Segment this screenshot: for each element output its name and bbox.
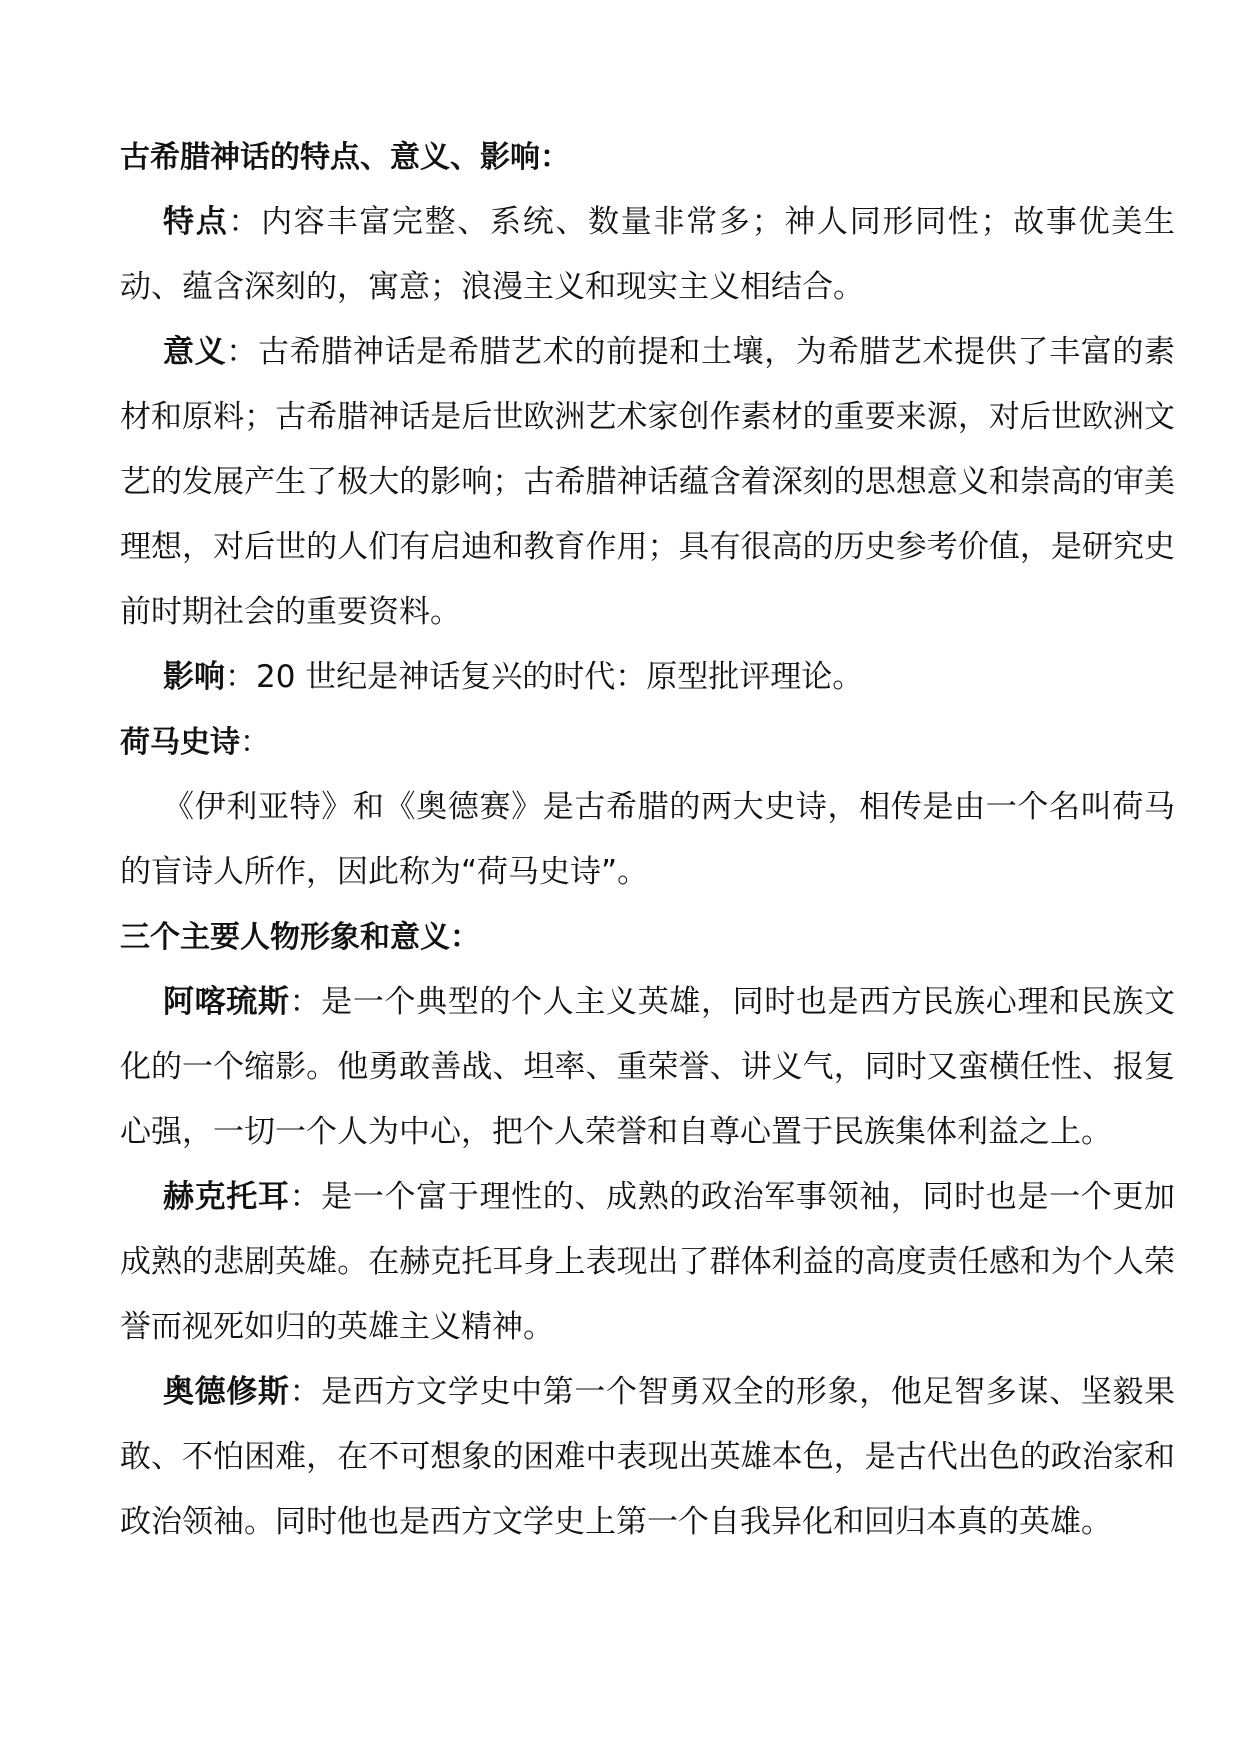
traits-text: 内容丰富完整、系统、数量非常多；神人同形同性；故事优美生动、蕴含深刻的，寓意；浪漫主义和现实主义相结合。 [120, 204, 1176, 305]
traits-term: 特点 [163, 204, 229, 240]
hector-colon: ： [289, 1179, 322, 1215]
homer-paragraph: 《伊利亚特》和《奥德赛》是古希腊的两大史诗，相传是由一个名叫荷马的盲诗人所作，因此称为“荷马史诗”。 [120, 789, 1175, 890]
meaning-term: 意义 [163, 334, 227, 370]
odysseus-colon: ： [289, 1374, 322, 1410]
odysseus-text: 是西方文学史中第一个智勇双全的形象，他足智多谋、坚毅果敢、不怕困难，在不可想象的困难中表现出英雄本色，是古代出色的政治家和政治领袖。同时他也是西方文学史上第一个自我异化和回归本真的英雄。 [120, 1374, 1176, 1540]
traits-paragraph [120, 190, 1175, 320]
meaning-text: 古希腊神话是希腊艺术的前提和土壤，为希腊艺术提供了丰富的素材和原料；古希腊神话是后世欧洲艺术家创作素材的重要来源，对后世欧洲文艺的发展产生了极大的影响；古希腊神话蕴含着深刻的思想意义和崇高的审美理想，对后世的人们有启迪和教育作用；具有很高的历史参考价值，是研究史前时期社会的重要资料。 [120, 334, 1176, 630]
odysseus-term: 奥德修斯 [163, 1374, 290, 1410]
homer-heading [120, 710, 1175, 775]
hector-paragraph [120, 1165, 1175, 1360]
meaning-colon: ： [226, 334, 258, 370]
document-page [120, 125, 1175, 1555]
hector-term: 赫克托耳 [163, 1179, 290, 1215]
influence-paragraph [120, 645, 1175, 710]
homer-heading-colon: ： [240, 725, 270, 760]
odysseus-paragraph [120, 1360, 1175, 1555]
influence-text: 20 世纪是神话复兴的时代：原型批评理论。 [256, 659, 864, 695]
achilles-text: 是一个典型的个人主义英雄，同时也是西方民族心理和民族文化的一个缩影。他勇敢善战、坦率、重荣誉、讲义气，同时又蛮横任性、报复心强，一切一个人为中心，把个人荣誉和自尊心置于民族集体利益之上。 [120, 984, 1176, 1150]
influence-term: 影响 [163, 659, 225, 695]
meaning-paragraph [120, 320, 1175, 645]
achilles-paragraph [120, 970, 1175, 1165]
achilles-term: 阿喀琉斯 [163, 984, 290, 1020]
myth-heading: 古希腊神话的特点、意义、影响： [120, 140, 570, 175]
achilles-colon: ： [289, 984, 322, 1020]
hector-text: 是一个富于理性的、成熟的政治军事领袖，同时也是一个更加成熟的悲剧英雄。在赫克托耳身上表现出了群体利益的高度责任感和为个人荣誉而视死如归的英雄主义精神。 [120, 1179, 1176, 1345]
traits-colon: ： [228, 204, 262, 240]
homer-heading-text: 荷马史诗 [120, 725, 240, 760]
influence-colon: ： [225, 659, 256, 695]
characters-heading: 三个主要人物形象和意义： [120, 920, 480, 955]
